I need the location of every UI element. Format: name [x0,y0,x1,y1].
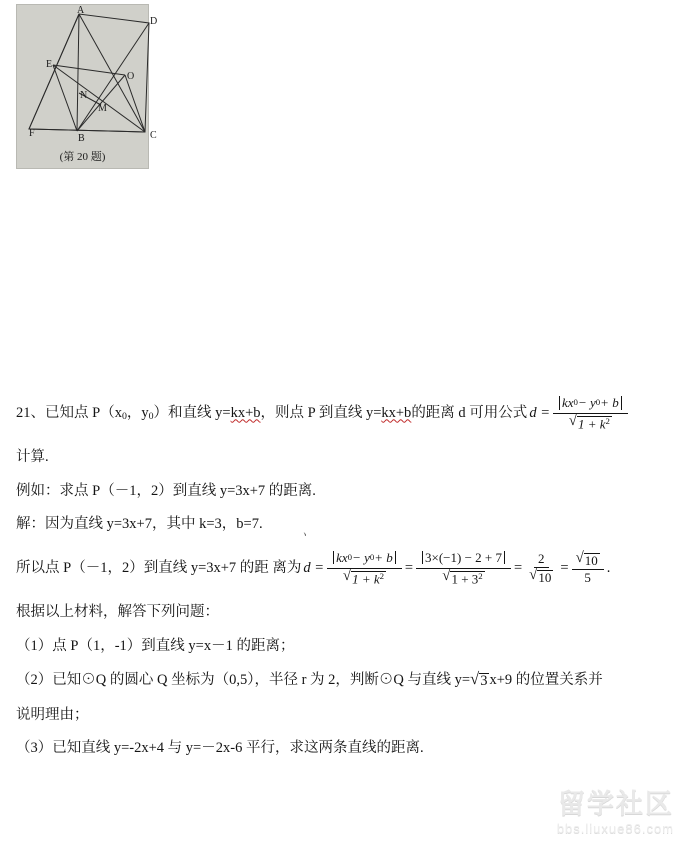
materials-line [16,605,666,620]
equals-3: = [560,560,569,577]
numerator-minus-y: − y [577,395,596,410]
worked-frac-3 [525,552,557,584]
worked-frac-4-num [572,552,604,570]
worked-plus-b: + b [374,549,393,565]
worked-frac-1-den [339,569,390,586]
worked-sqrt-2 [442,570,484,586]
worked-frac-1-num [327,551,402,569]
formula-fraction [553,396,628,431]
abs-bar-left [559,396,560,410]
svg-text:C: C [150,130,157,141]
worked-sqrt-3 [529,569,553,585]
worked-sub-1: 0 [369,552,375,562]
worked-prefix: 所以点 P（－1，2）到直线 y=3x+7 的距 离为 [16,560,302,577]
stray-pen-mark: 、 [301,523,318,541]
statement-part-4: ，则点 P 到直线 y= [260,405,382,422]
formula-lhs: d = [529,405,550,422]
problem-statement-line [16,396,666,431]
worked-equation-line [16,551,666,586]
equals-1: = [404,560,413,577]
worked-d-label: d = [303,560,325,577]
worked-frac-1 [327,551,402,586]
radicand: 3 [480,673,488,690]
worked-sqrt-4 [576,552,600,568]
numerator-plus-b: + b [600,395,619,410]
worked-abs-1 [331,551,398,565]
figure-caption: (第 20 题) [59,151,106,163]
worked-frac-2 [416,551,511,586]
abs-bar-right [621,396,622,410]
radical-sign: √ [568,413,577,430]
question-2-line2 [16,708,666,723]
figure-drawing [17,5,158,168]
svg-text:N: N [80,90,88,101]
worked-frac-3-den [525,568,557,585]
radicand: 10 [584,553,598,569]
worked-frac-2-den [438,569,488,586]
question-3-text: （3）已知直线 y=-2x+4 与 y=－2x-6 平行，求这两条直线的距离. [16,740,424,757]
worked-frac-2-num [416,551,511,569]
absolute-value-group [557,396,624,410]
watermark-title: 留学社区 [558,789,674,819]
radical-sign: √ [575,550,584,567]
radicand: $1 + 3^2$ [451,571,483,587]
radical-sign: √ [529,567,538,584]
abs-bar-left [422,551,423,565]
example-line [16,484,666,499]
watermark-url: bbs.liuxue86.com [556,821,674,836]
worked-sub-0: 0 [347,552,353,562]
numerator-sub-0: 0 [573,397,578,408]
svg-text:A: A [77,5,85,16]
abs-bar-right [504,551,505,565]
formula-denominator [565,414,616,431]
abs-bar-right [395,551,396,565]
statement-squiggle-2: kx+b [381,405,412,422]
numerator-kx: kx [561,395,574,410]
question-2-text-b: x+9 的位置关系并 [489,672,603,689]
materials-text: 根据以上材料，解答下列问题： [16,604,219,621]
radical-sign: √ [442,568,451,585]
geometry-figure [16,4,158,169]
worked-abs-2 [420,551,507,565]
calc-line [16,450,666,465]
svg-text:D: D [150,16,158,27]
statement-part-2: ，y [126,405,149,422]
svg-text:B: B [78,133,85,144]
question-2-sqrt [470,669,489,690]
abs-bar-left [333,551,334,565]
question-2 [16,669,666,690]
equals-2: = [513,560,523,577]
question-1 [16,639,666,654]
statement-sub-0: 0 [121,411,127,423]
numerator-sub-1: 0 [595,397,601,408]
worked-kx: kx [336,549,348,565]
calc-text: 计算. [16,449,49,466]
question-3 [16,741,666,756]
statement-part-3: ）和直线 y= [153,405,231,422]
statement-part-1: 已知点 P（x [45,405,122,422]
worked-tail: . [606,560,611,577]
worked-num-expr: 3×(−1) − 2 + 7 [425,549,502,565]
problem-body [16,396,666,775]
distance-formula [529,396,630,431]
example-text: 例如：求点 P（－1，2）到直线 y=3x+7 的距离. [16,482,316,499]
worked-equation [303,551,610,586]
radicand: 10 [538,570,552,586]
svg-text:E: E [46,59,53,70]
svg-text:O: O [127,71,135,82]
question-1-text: （1）点 P（1，-1）到直线 y=x－1 的距离； [16,637,295,654]
solution-text: 解：因为直线 y=3x+7，其中 k=3，b=7. [16,516,263,533]
statement-squiggle-1: kx+b [230,405,261,422]
radicand: $1 + k^2$ [577,416,610,432]
watermark [557,791,674,836]
worked-sqrt-1 [343,570,386,586]
svg-text:M: M [98,103,107,114]
statement-sub-1: 0 [148,411,154,423]
question-2-text-c: 说明理由； [16,706,89,723]
formula-numerator [553,396,628,414]
solution-line [16,517,666,532]
radical-sign: √ [470,669,480,689]
worked-minus-y: − y [352,549,370,565]
statement-part-5: 的距离 d 可用公式 [411,405,528,422]
svg-text:F: F [29,128,35,139]
radicand: $1 + k^2$ [352,571,385,587]
worked-frac-4-den: 5 [584,570,591,586]
problem-number: 21、 [16,405,45,422]
sqrt-group [569,415,612,431]
question-2-text-a: （2）已知⊙Q 的圆心 Q 坐标为（0,5），半径 r 为 2，判断⊙Q 与直线 y= [16,672,471,689]
radical-sign: √ [342,568,352,585]
worked-frac-4 [572,552,604,584]
worked-frac-3-num: 2 [534,552,549,568]
